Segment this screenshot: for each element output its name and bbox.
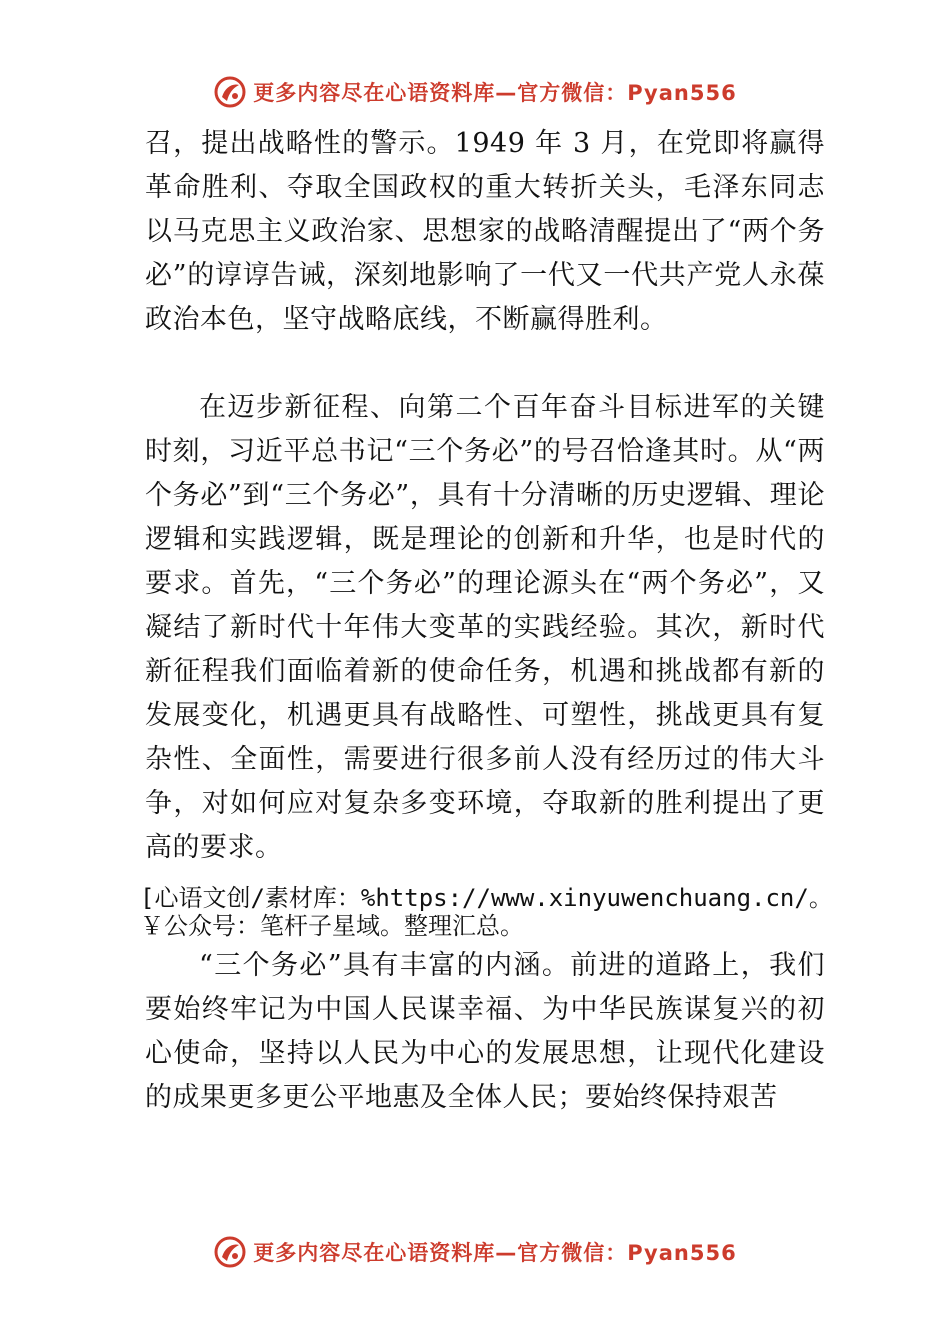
red-seal-logo-icon bbox=[213, 75, 247, 109]
banner-text: 更多内容尽在心语资料库—官方微信：Pyan556 bbox=[253, 81, 737, 105]
paragraph-3: “三个务必”具有丰富的内涵。前进的道路上，我们要始终牢记为中国人民谋幸福、为中华民族谋复兴的初心使命，坚持以人民为中心的发展思想，让现代化建设的成果更多更公平地惠及全体人民；要始终保持艰苦 bbox=[145, 950, 825, 1113]
source-note-line-1: [心语文创/素材库：%https://www.xinyuwenchuang.cn/。 bbox=[140, 884, 833, 912]
banner-text: 更多内容尽在心语资料库—官方微信：Pyan556 bbox=[253, 1241, 737, 1265]
header-banner bbox=[0, 70, 950, 114]
red-seal-logo-icon bbox=[213, 1235, 247, 1269]
paragraph-1: 召，提出战略性的警示。1949 年 3 月，在党即将赢得革命胜利、夺取全国政权的重大转折关头，毛泽东同志以马克思主义政治家、思想家的战略清醒提出了“两个务必”的谆谆告诫，深刻地影响了一代又一代共产党人永葆政治本色，坚守战略底线，不断赢得胜利。 bbox=[145, 128, 825, 335]
footer-banner bbox=[0, 1230, 950, 1274]
source-note bbox=[140, 884, 840, 940]
document-body-continued bbox=[145, 944, 825, 1120]
paragraph-2: 在迈步新征程、向第二个百年奋斗目标进军的关键时刻，习近平总书记“三个务必”的号召恰逢其时。从“两个务必”到“三个务必”，具有十分清晰的历史逻辑、理论逻辑和实践逻辑，既是理论的创新和升华，也是时代的要求。首先，“三个务必”的理论源头在“两个务必”，又凝结了新时代十年伟大变革的实践经验。其次，新时代新征程我们面临着新的使命任务，机遇和挑战都有新的发展变化，机遇更具有战略性、可塑性，挑战更具有复杂性、全面性，需要进行很多前人没有经历过的伟大斗争，对如何应对复杂多变环境，夺取新的胜利提出了更高的要求。 bbox=[145, 392, 825, 863]
source-note-line-2: ￥公众号：笔杆子星域。整理汇总。 bbox=[140, 912, 524, 940]
document-body bbox=[145, 122, 825, 870]
paragraph-gap bbox=[145, 342, 825, 386]
